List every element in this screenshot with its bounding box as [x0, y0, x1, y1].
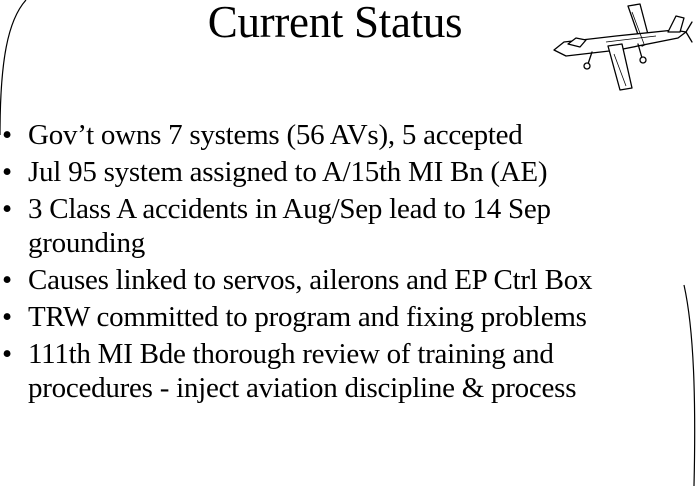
bullet-marker: • — [2, 119, 12, 151]
slide-title: Current Status — [207, 0, 463, 47]
bullet-text: 3 Class A accidents in Aug/Sep lead to 14 Sep — [28, 193, 551, 225]
uav-aircraft-icon — [546, 2, 696, 92]
bullet-text: Causes linked to servos, ailerons and EP Ctrl Box — [28, 264, 593, 296]
bullet-text: Gov’t owns 7 systems (56 AVs), 5 accepted — [28, 119, 523, 151]
bullet-text-continued: grounding — [28, 227, 145, 259]
bullet-marker: • — [2, 264, 12, 296]
bullet-item — [0, 118, 697, 152]
bullet-marker: • — [2, 338, 12, 370]
bullet-item — [0, 192, 697, 260]
bullet-marker: • — [2, 193, 12, 225]
bullet-item — [0, 337, 697, 405]
bullet-text-continued: procedures - inject aviation discipline & process — [28, 372, 577, 404]
bullet-item — [0, 300, 697, 334]
bullet-list — [0, 118, 697, 408]
bullet-item — [0, 155, 697, 189]
bullet-marker: • — [2, 156, 12, 188]
bullet-text: 111th MI Bde thorough review of training and — [28, 338, 554, 370]
bullet-marker: • — [2, 301, 12, 333]
bullet-item — [0, 263, 697, 297]
bullet-text: TRW committed to program and fixing problems — [28, 301, 587, 333]
bullet-text: Jul 95 system assigned to A/15th MI Bn (AE) — [28, 156, 548, 188]
